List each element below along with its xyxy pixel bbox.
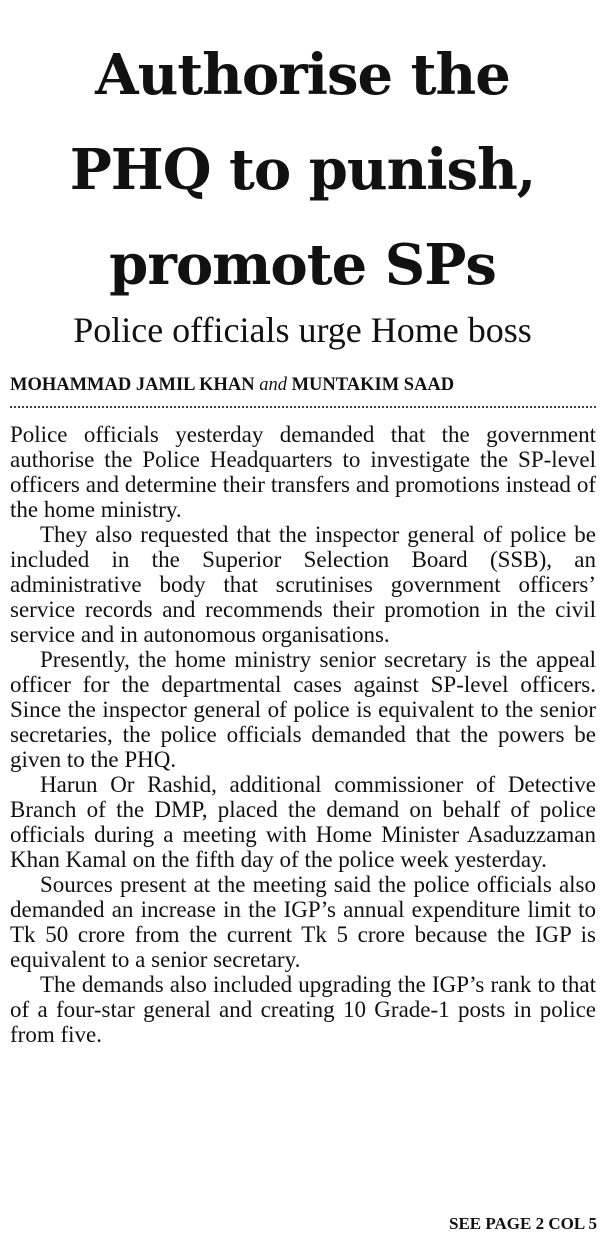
subheadline: Police officials urge Home boss bbox=[73, 310, 532, 350]
article-paragraph: Harun Or Rashid, additional commissioner of Detective Branch of the DMP, placed the demand on behalf of police officials during a meeting with Home Minister Asaduzzaman Khan Kamal on the fifth day of the police week yesterday. bbox=[10, 772, 596, 872]
headline-line-2: PHQ to punish, bbox=[69, 137, 536, 203]
article-paragraph: Sources present at the meeting said the police officials also demanded an increase in the IGP’s annual expenditure limit to Tk 50 crore from the current Tk 5 crore because the IGP is equivalent to a senior secretary. bbox=[10, 872, 596, 972]
continuation-note: SEE PAGE 2 COL 5 bbox=[449, 1214, 597, 1233]
article-paragraph: The demands also included upgrading the IGP’s rank to that of a four-star general and creating 10 Grade-1 posts in police from five. bbox=[10, 972, 596, 1047]
headline bbox=[0, 28, 605, 313]
byline-author-2: MUNTAKIM SAAD bbox=[291, 375, 455, 395]
article-body bbox=[10, 422, 596, 1047]
headline-line-1: Authorise the bbox=[95, 42, 510, 108]
article-paragraph: They also requested that the inspector general of police be included in the Superior Selection Board (SSB), an administrative body that scrutinises government officers’ service records and recommends their promotion in the civil service and in autonomous organisations. bbox=[10, 522, 596, 647]
byline bbox=[10, 372, 600, 398]
byline-author-1: MOHAMMAD JAMIL KHAN bbox=[10, 375, 255, 395]
byline-conjunction: and bbox=[259, 375, 287, 395]
article-paragraph: Police officials yesterday demanded that the government authorise the Police Headquarters to investigate the SP-level officers and determine their transfers and promotions instead of the home ministry. bbox=[10, 422, 596, 522]
article-paragraph: Presently, the home ministry senior secretary is the appeal officer for the departmental cases against SP-level officers. Since the inspector general of police is equivalent to the senior secretaries, the police officials demanded that the powers be given to the PHQ. bbox=[10, 647, 596, 772]
byline-divider bbox=[10, 406, 596, 408]
headline-line-3: promote SPs bbox=[109, 232, 496, 298]
